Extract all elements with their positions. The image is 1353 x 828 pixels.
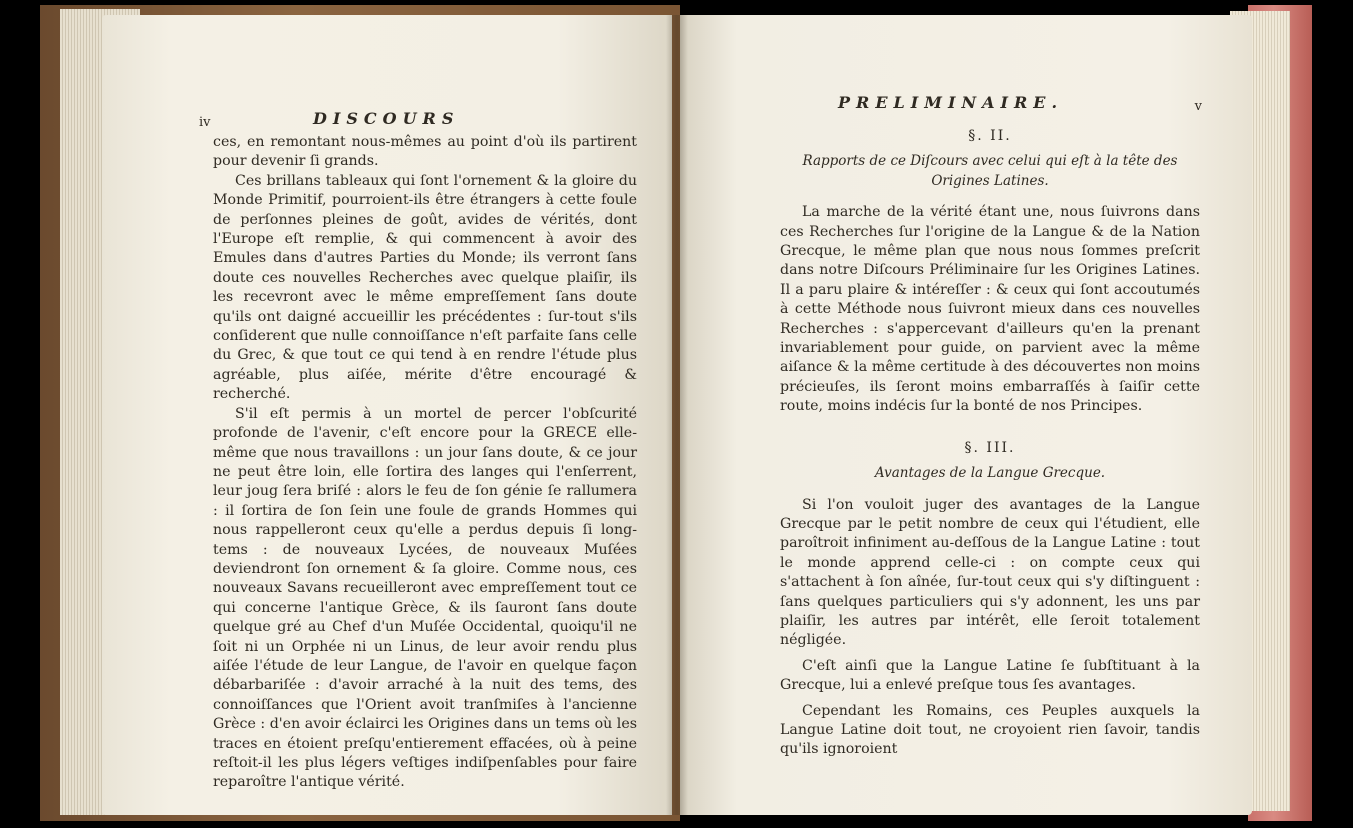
section-heading: §. II. xyxy=(968,128,1012,144)
running-head: PRELIMINAIRE. xyxy=(838,93,1064,112)
paragraph: S'il eſt permis à un mortel de percer l'obſcurité profonde de l'avenir, c'eſt encore pour la GRECE elle-même que nous travaillons : un jour ſans doute, & ce jour ne peut être loin, elle ſortira des langes qui l'enſerrent, leur joug ſera briſé : alors le feu de ſon génie ſe rallumera : il ſortira de ſon ſein une foule de grands Hommes qui nous rappelleront ceux qu'elle a perdus depuis ſi long-tems : de nouveaux Lycées, de nouveaux Muſées deviendront ſon ornement & ſa gloire. Comme nous, ces nouveaux Savans recueilleront avec empreſſement tout ce qui concerne l'antique Grèce, & ils ſauront ſans doute quelque gré au Chef d'un Muſée Occidental, quoiqu'il ne ſoit ni un Orphée ni un Linus, de leur avoir rendu plus aiſée l'étude de leur Langue, de l'avoir en quelque façon débarbariſée : d'avoir arraché à la nuit des tems, des connoiſſances que l'Orient avoit tranſmiſes à l'ancienne Grèce : d'en avoir éclairci les Origines dans un tems où les traces en étoient preſqu'entierement effacées, où à peine reſtoit-il les plus légers veſtiges indiſpenſables pour faire reparoître l'antique vérité. xyxy=(213,405,637,791)
paragraph: Cependant les Romains, ces Peuples auxquels la Langue Latine doit tout, ne croyoient rien ſavoir, tandis qu'ils ignoroient xyxy=(780,702,1200,758)
book xyxy=(40,5,1312,821)
paragraph: C'eſt ainſi que la Langue Latine ſe ſubſtituant à la Grecque, lui a enlevé preſque tous ſes avantages. xyxy=(780,657,1200,694)
paragraph: Si l'on vouloit juger des avantages de la Langue Grecque par le petit nombre de ceux qui l'étudient, elle paroîtroit infiniment au-deſſous de la Langue Latine : tout le monde apprend celle-ci : on compte ceux qui s'attachent à ſon aînée, ſur-tout ceux qui s'y diſtinguent : ſans quelques particuliers qui s'y adonnent, les uns par plaiſir, les autres par intérêt, elle ſeroit totalement négligée. xyxy=(780,496,1200,649)
page-number: iv xyxy=(199,115,211,130)
page-number: v xyxy=(1194,99,1202,114)
left-page-header xyxy=(199,109,637,131)
paragraph: ces, en remontant nous-mêmes au point d'où ils partirent pour devenir ſi grands. xyxy=(213,134,637,170)
left-page-text xyxy=(199,109,637,793)
book-gutter xyxy=(666,15,688,815)
right-page-header xyxy=(780,93,1200,115)
right-page xyxy=(680,15,1252,815)
right-page-text xyxy=(780,93,1200,760)
running-head: DISCOURS xyxy=(313,109,460,128)
section-subtitle: Avantages de la Langue Grecque. xyxy=(874,465,1106,482)
section-heading: §. III. xyxy=(964,439,1016,456)
left-page xyxy=(102,15,672,815)
section-subtitle: Rapports de ce Diſcours avec celui qui eſt à la tête des Origines Latines. xyxy=(802,153,1178,189)
paragraph: Ces brillans tableaux qui ſont l'ornement & la gloire du Monde Primitif, pourroient-ils être étrangers à cette foule de perſonnes pleines de goût, avides de vérités, dont l'Europe eſt remplie, & qui commencent à avoir des Emules dans d'autres Parties du Monde; ils verront ſans doute ces nouvelles Recherches avec quelque plaiſir, ils les recevront avec le même empreſſement ſans doute qu'ils ont daigné accueillir les précédentes : ſur-tout s'ils conſiderent que nulle connoiſſance n'eſt parfaite ſans celle du Grec, & que tout ce qui tend à en rendre l'étude plus agréable, plus aiſée, mérite d'être encouragé & recherché. xyxy=(213,172,637,403)
paragraph: La marche de la vérité étant une, nous ſuivrons dans ces Recherches ſur l'origine de la Langue & de la Nation Grecque, le même plan que nous nous ſommes preſcrit dans notre Diſcours Préliminaire ſur les Origines Latines. Il a paru plaire & intéreſſer : & ceux qui ſont accoutumés à cette Méthode nous ſuivront mieux dans ces nouvelles Recherches : s'appercevant d'ailleurs qu'en la prenant invariablement pour guide, on parvient avec la même aiſance & la même certitude à des découvertes non moins précieuſes, ils ſeront moins embarraſſés à ſaiſir cette route, moins indécis ſur la bonté de nos Principes. xyxy=(780,204,1200,415)
